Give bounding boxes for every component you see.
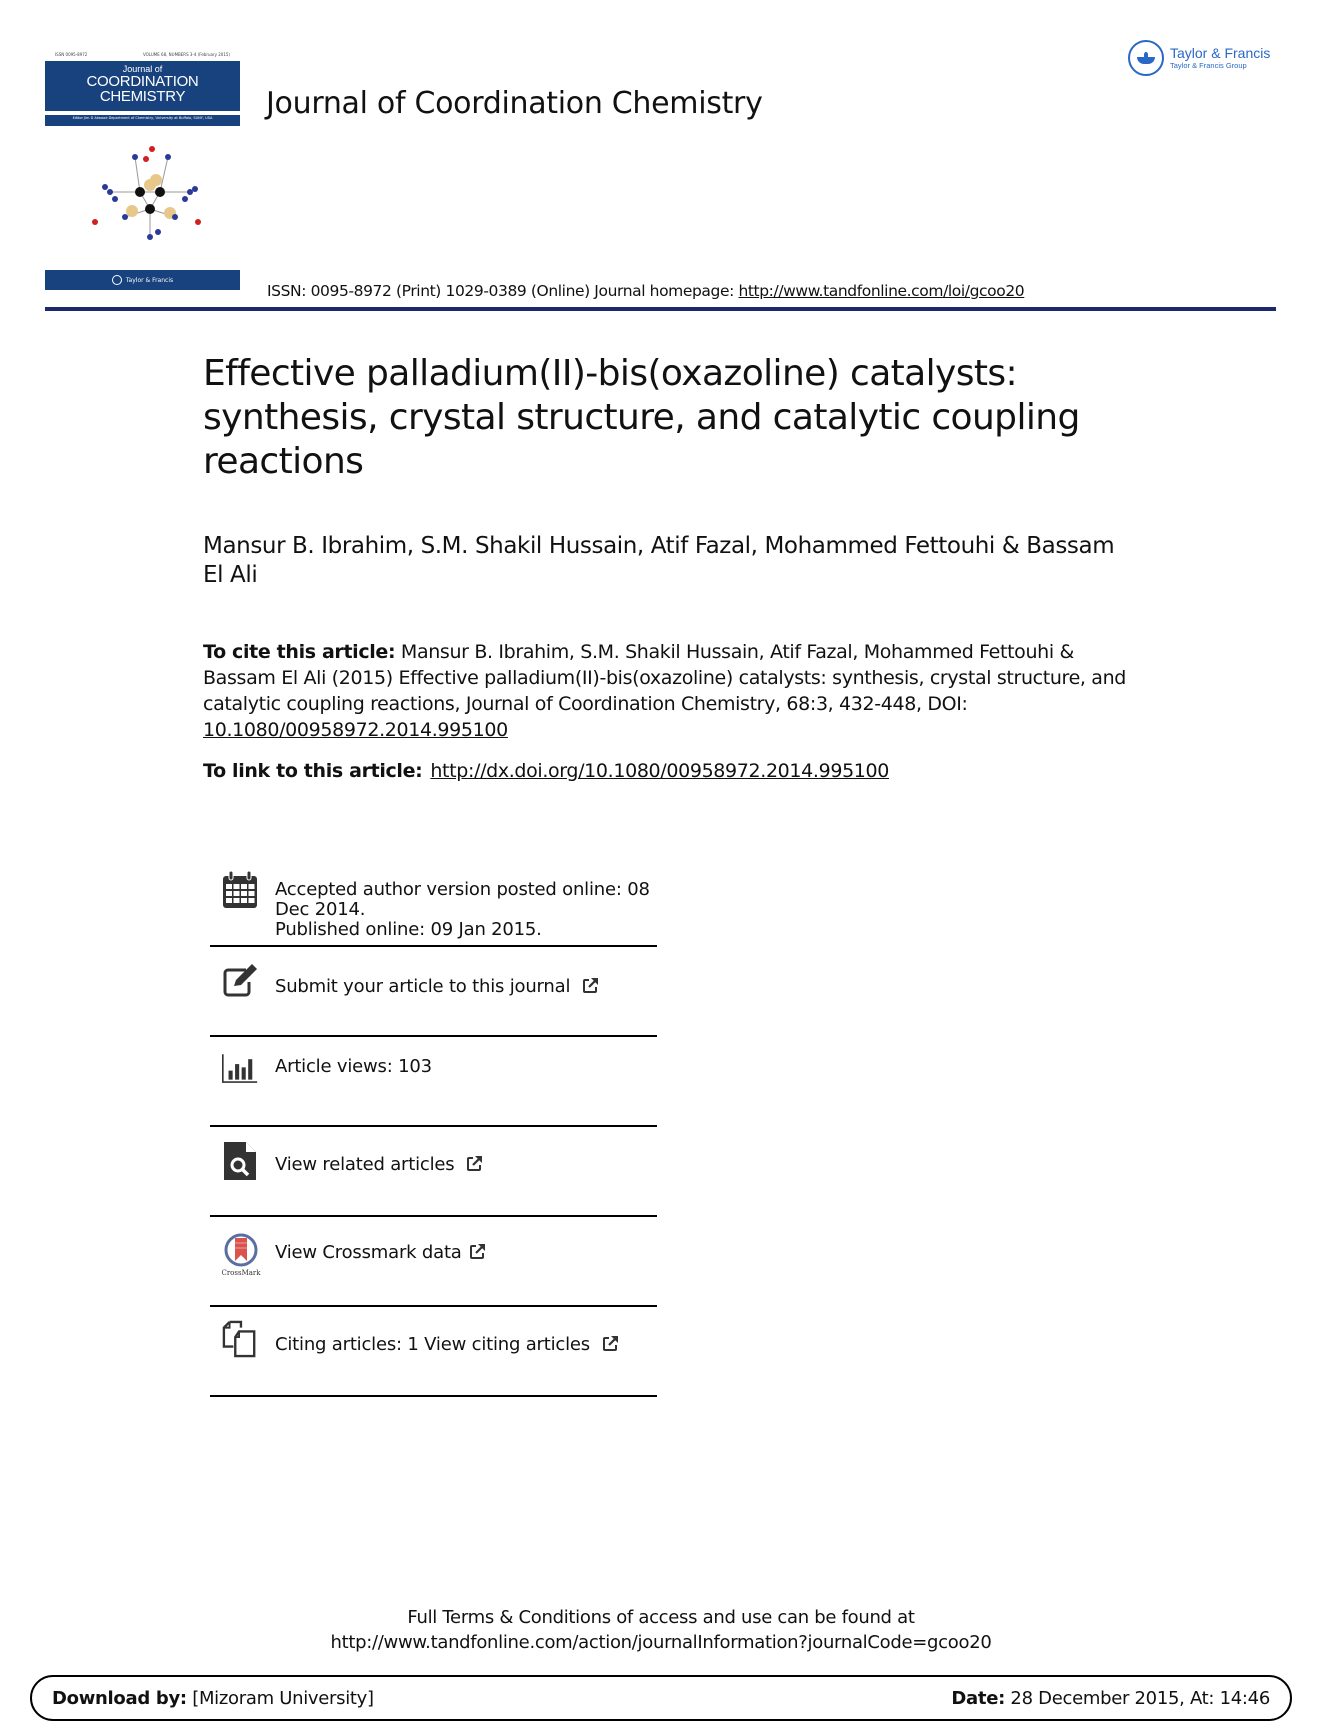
document-search-icon <box>222 1141 258 1181</box>
article-link-label: To link to this article: <box>203 760 423 782</box>
crossmark-link[interactable] <box>275 1243 486 1263</box>
doi-link[interactable]: 10.1080/00958972.2014.995100 <box>203 719 508 741</box>
accepted-date: Accepted author version posted online: 08 Dec 2014. <box>275 879 650 920</box>
publisher-name: Taylor & Francis <box>1170 45 1271 61</box>
journal-title: Journal of Coordination Chemistry <box>266 86 763 121</box>
citing-articles-label: Citing articles: 1 View citing articles <box>275 1334 590 1355</box>
crossmark-icon <box>220 1233 262 1277</box>
article-authors: Mansur B. Ibrahim, S.M. Shakil Hussain, Atif Fazal, Mohammed Fettouhi & Bassam El Ali <box>203 533 1115 588</box>
submit-article-label: Submit your article to this journal <box>275 976 571 997</box>
copy-documents-icon <box>222 1319 258 1359</box>
calendar-icon <box>222 870 258 910</box>
submit-article-row[interactable] <box>210 947 657 1037</box>
cover-title-line2: COORDINATION <box>86 73 199 90</box>
external-link-icon <box>602 1335 619 1352</box>
article-doi-url[interactable]: http://dx.doi.org/10.1080/00958972.2014.995100 <box>430 760 890 782</box>
download-date-label: Date: <box>951 1687 1006 1709</box>
download-info-bar <box>30 1675 1292 1721</box>
cover-title-line1: Journal of <box>122 64 163 74</box>
cover-title-band <box>45 61 240 111</box>
citation-text: Mansur B. Ibrahim, S.M. Shakil Hussain, Atif Fazal, Mohammed Fettouhi & Bassam El Ali (2015) Effective palladium(II)-bis(oxazoline) catalysts: synthesis, crystal structure, and catalytic coupling reactions, Journal of Coordination Chemistry, 68:3, 432-448, DOI: <box>203 641 1126 715</box>
molecule-structure-image <box>80 137 210 247</box>
published-date: Published online: 09 Jan 2015. <box>275 919 542 940</box>
external-link-icon <box>466 1155 483 1172</box>
download-date-value: 28 December 2015, At: 14:46 <box>1005 1687 1270 1709</box>
journal-homepage-link[interactable]: http://www.tandfonline.com/loi/gcoo20 <box>738 282 1025 300</box>
publication-dates-row <box>210 868 657 947</box>
article-info-list <box>210 868 657 1397</box>
download-by-value: [Mizoram University] <box>186 1687 374 1709</box>
publisher-group: Taylor & Francis Group <box>1170 61 1247 70</box>
related-articles-link[interactable] <box>275 1155 483 1175</box>
cover-editor-band: Editor Jim D Atwood Department of Chemistry, University at Buffalo, SUNY, USA <box>45 115 240 126</box>
terms-line1: Full Terms & Conditions of access and use can be found at <box>407 1607 915 1628</box>
related-articles-label: View related articles <box>275 1154 455 1175</box>
article-title: Effective palladium(II)-bis(oxazoline) catalysts: synthesis, crystal structure, and catalytic coupling reactions <box>203 353 1080 482</box>
cover-issn: ISSN 0095-8972 <box>55 52 88 57</box>
crossmark-label: View Crossmark data <box>275 1242 462 1263</box>
submit-article-link[interactable] <box>275 977 599 997</box>
publication-dates <box>275 880 655 940</box>
publisher-logo[interactable] <box>1128 40 1270 76</box>
download-by-label: Download by: <box>52 1687 187 1709</box>
cover-top-line <box>45 52 240 60</box>
edit-pencil-icon <box>222 960 258 1000</box>
citation-block <box>203 639 1133 743</box>
cover-publisher-name: Taylor & Francis <box>125 276 174 284</box>
terms-url[interactable]: http://www.tandfonline.com/action/journalInformation?journalCode=gcoo20 <box>330 1632 992 1653</box>
download-by <box>52 1688 374 1709</box>
taylor-francis-lamp-icon <box>1128 40 1164 76</box>
cover-publisher-logo-icon <box>112 275 122 285</box>
article-link-line <box>203 760 889 782</box>
crossmark-badge-icon <box>224 1233 258 1267</box>
crossmark-icon-label: CrossMark <box>221 1269 261 1277</box>
citation-label: To cite this article: <box>203 641 396 663</box>
header-divider <box>45 307 1276 311</box>
crossmark-row[interactable] <box>210 1217 657 1307</box>
issn-text: ISSN: 0095-8972 (Print) 1029-0389 (Online) Journal homepage: <box>267 282 739 300</box>
citing-articles-link[interactable] <box>275 1335 619 1355</box>
article-views: Article views: 103 <box>275 1056 432 1077</box>
related-articles-row[interactable] <box>210 1127 657 1217</box>
cover-title-line3: CHEMISTRY <box>99 88 186 105</box>
external-link-icon <box>582 977 599 994</box>
terms-notice <box>0 1605 1322 1655</box>
journal-cover-thumbnail <box>45 52 240 290</box>
external-link-icon <box>469 1243 486 1260</box>
bar-chart-icon <box>222 1049 258 1089</box>
cover-publisher-band <box>45 270 240 290</box>
citing-articles-row[interactable] <box>210 1307 657 1397</box>
article-views-row <box>210 1037 657 1127</box>
issn-line <box>267 282 1024 300</box>
cover-volume: VOLUME 68, NUMBERS 3-4 (February 2015) <box>143 52 230 57</box>
download-date <box>951 1688 1270 1709</box>
